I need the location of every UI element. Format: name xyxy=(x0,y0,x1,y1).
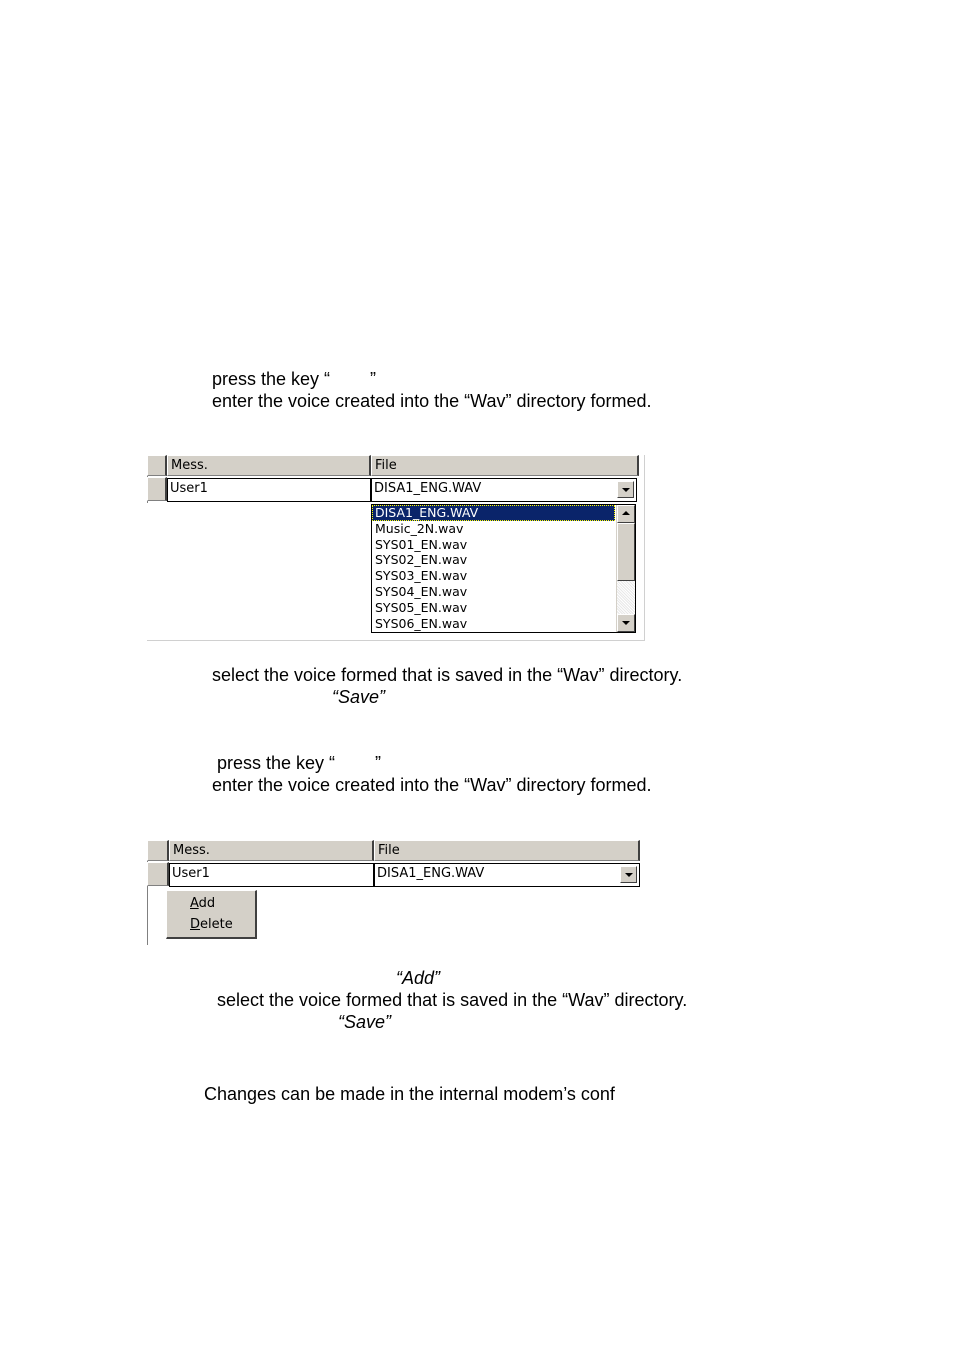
row-header-corner xyxy=(147,840,169,861)
column-header-file[interactable]: File xyxy=(371,455,639,476)
dropdown-button[interactable] xyxy=(617,481,634,498)
file-combo[interactable] xyxy=(374,863,640,887)
instruction-select-voice-1: select the voice formed that is saved in the “Wav” directory. xyxy=(212,665,683,685)
grid-edge xyxy=(147,640,645,641)
list-item[interactable]: SYS01_EN.wav xyxy=(375,536,468,552)
scroll-thumb[interactable] xyxy=(617,523,635,581)
context-menu xyxy=(166,890,257,939)
column-header-mess[interactable]: Mess. xyxy=(169,840,374,861)
instruction-select-voice-2: select the voice formed that is saved in the “Wav” directory. xyxy=(217,990,688,1010)
column-header-file[interactable]: File xyxy=(374,840,640,861)
column-header-mess[interactable]: Mess. xyxy=(167,455,371,476)
add-reference: “Add” xyxy=(396,968,441,988)
file-combo-value: DISA1_ENG.WAV xyxy=(377,866,485,881)
save-reference-1: “Save” xyxy=(332,687,386,707)
mess-cell[interactable]: User1 xyxy=(167,478,371,502)
row-selector[interactable] xyxy=(147,477,167,501)
chevron-down-icon xyxy=(625,873,633,877)
menu-item-delete-label: elete xyxy=(200,917,233,932)
file-dropdown-list[interactable] xyxy=(371,504,636,633)
instruction-press-key-2: press the key “ ” xyxy=(217,753,382,773)
list-item[interactable]: SYS06_EN.wav xyxy=(375,615,468,631)
instruction-enter-voice-2: enter the voice created into the “Wav” directory formed. xyxy=(212,775,652,795)
footer-paragraph: Changes can be made in the internal modem’s conf xyxy=(204,1084,615,1104)
mess-cell[interactable]: User1 xyxy=(169,863,374,887)
row-selector[interactable] xyxy=(147,862,169,886)
chevron-down-icon xyxy=(622,488,630,492)
file-combo[interactable] xyxy=(371,478,637,502)
file-combo-value: DISA1_ENG.WAV xyxy=(374,481,482,496)
list-item[interactable]: Music_2N.wav xyxy=(375,520,464,536)
message-grid-2 xyxy=(147,840,642,946)
list-item[interactable]: SYS04_EN.wav xyxy=(375,583,468,599)
menu-item-add[interactable] xyxy=(190,895,215,913)
vertical-scrollbar[interactable] xyxy=(616,505,635,632)
instruction-enter-voice-1: enter the voice created into the “Wav” directory formed. xyxy=(212,391,652,411)
dropdown-button[interactable] xyxy=(620,866,637,883)
row-header-corner xyxy=(147,455,167,476)
menu-item-add-label: dd xyxy=(198,896,216,911)
chevron-down-icon xyxy=(622,621,630,625)
chevron-up-icon xyxy=(622,511,630,515)
menu-item-delete[interactable] xyxy=(190,916,233,934)
list-item[interactable]: SYS05_EN.wav xyxy=(375,599,468,615)
save-reference-2: “Save” xyxy=(338,1012,392,1032)
list-item[interactable]: SYS03_EN.wav xyxy=(375,568,468,584)
list-item[interactable]: DISA1_ENG.WAV xyxy=(372,505,615,521)
menu-item-add-accelerator: A xyxy=(190,896,199,911)
grid-edge xyxy=(644,455,645,641)
menu-item-delete-accelerator: D xyxy=(190,917,201,932)
list-item[interactable]: SYS02_EN.wav xyxy=(375,552,468,568)
message-grid-1 xyxy=(147,455,647,643)
scroll-down-button[interactable] xyxy=(617,614,635,632)
scroll-up-button[interactable] xyxy=(617,505,635,523)
instruction-press-key-1: press the key “ ” xyxy=(212,369,377,389)
